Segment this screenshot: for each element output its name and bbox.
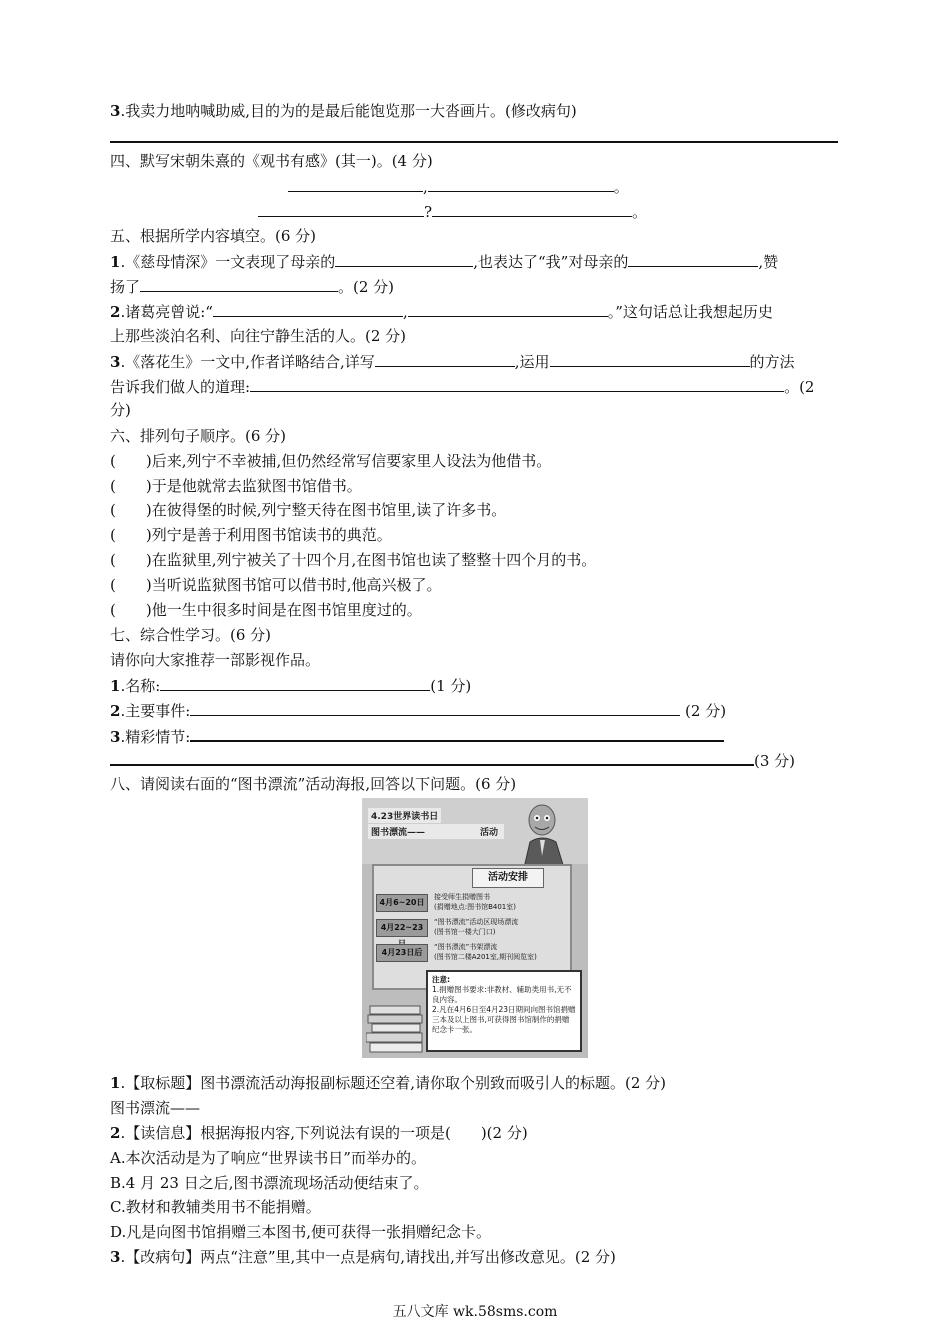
order-item[interactable]: ( )在监狱里,列宁被关了十四个月,在图书馆也读了整整十四个月的书。 [110,551,597,569]
sec7-q2: 2.主要事件: (2 分) [110,702,727,720]
blank[interactable] [258,201,424,217]
sec8-q1: 1.【取标题】图书漂流活动海报副标题还空着,请你取个别致而吸引人的标题。(2 分) [110,1074,666,1092]
order-item[interactable]: ( )在彼得堡的时候,列宁整天待在图书馆里,读了许多书。 [110,501,507,519]
blank[interactable] [190,725,724,742]
blank[interactable] [628,251,758,267]
schedule-date: 4月6~20日 [376,894,428,912]
blank[interactable] [550,351,750,367]
order-item[interactable]: ( )他一生中很多时间是在图书馆里度过的。 [110,601,422,619]
option-a[interactable]: A.本次活动是为了响应“世界读书日”而举办的。 [110,1149,426,1167]
sentence-question-3: 3.我卖力地呐喊助威,目的为的是最后能饱览那一大沓画片。(修改病句) [110,102,577,120]
sec8-q2: 2.【读信息】根据海报内容,下列说法有误的一项是( )(2 分) [110,1124,528,1142]
poem-line-2: ? 。 [258,201,647,222]
schedule-date: 4月22~23 [376,919,428,937]
schedule-row [376,917,566,939]
option-b[interactable]: B.4 月 23 日之后,图书漂流现场活动便结束了。 [110,1174,429,1192]
blank[interactable] [160,675,430,691]
poem-line-1: , 。 [288,176,629,197]
schedule-desc: “图书漂流”活动区现场漂流 (图书馆一楼大门口) [434,918,519,936]
blank[interactable] [428,176,614,192]
option-d[interactable]: D.凡是向图书馆捐赠三本图书,便可获得一张捐赠纪念卡。 [110,1223,492,1241]
sec7-q1: 1.名称: (1 分) [110,677,472,695]
blank[interactable] [375,351,515,367]
sec5-q1-line2: 扬了 。(2 分) [110,278,395,296]
sec8-q3: 3.【改病句】两点“注意”里,其中一点是病句,请找出,并写出修改意见。(2 分) [110,1248,616,1266]
blank[interactable] [190,700,680,716]
sec7-intro: 请你向大家推荐一部影视作品。 [110,651,321,669]
section-5-title: 五、根据所学内容填空。(6 分) [110,227,317,245]
schedule-row [376,892,566,914]
schedule-title: 活动安排 [472,868,544,888]
option-c[interactable]: C.教材和教辅类用书不能捐赠。 [110,1198,321,1216]
blank[interactable] [288,176,423,192]
poster-subtitle: 图书漂流—— 活动 [368,824,504,839]
sec5-q2-line1: 2.诸葛亮曾说:“ , 。”这句话总让我想起历史 [110,303,773,321]
cartoon-man-icon [510,798,580,868]
sec5-q3-line3: 分) [110,401,131,419]
schedule-row [376,942,566,964]
schedule-date: 4月23日后 [376,944,428,962]
answer-line [110,141,838,143]
order-item[interactable]: ( )列宁是善于利用图书馆读书的典范。 [110,526,392,544]
blank[interactable] [140,276,338,292]
blank[interactable] [432,201,632,217]
blank[interactable] [110,749,754,766]
section-4-title: 四、默写宋朝朱熹的《观书有感》(其一)。(4 分) [110,152,433,170]
books-stack-icon [366,998,426,1054]
section-8-title: 八、请阅读右面的“图书漂流”活动海报,回答以下问题。(6 分) [110,775,517,793]
sec7-q3-line2: (3 分) [110,749,795,771]
blank[interactable] [250,376,784,392]
schedule-desc: “图书漂流”书架漂流 (图书馆二楼A201室,期刊阅览室) [434,943,537,961]
sec7-q3: 3.精彩情节: [110,725,724,747]
blank[interactable] [335,251,473,267]
order-item[interactable]: ( )当听说监狱图书馆可以借书时,他高兴极了。 [110,576,442,594]
page-footer: 五八文库 wk.58sms.com [392,1304,558,1320]
order-item[interactable]: ( )于是他就常去监狱图书馆借书。 [110,477,362,495]
section-6-title: 六、排列句子顺序。(6 分) [110,427,287,445]
sec5-q3-line2: 告诉我们做人的道理: 。(2 [110,378,815,396]
sec5-q2-line2: 上那些淡泊名利、向往宁静生活的人。(2 分) [110,327,407,345]
poster-notice: 注意: 1.捐赠图书要求:非教材、辅助类用书,无不良内容。 2.凡在4月6日至4月23日期间向图书馆捐赠三本及以上图书,可获得图书馆制作的捐赠纪念卡一张。 [426,970,582,1052]
section-7-title: 七、综合性学习。(6 分) [110,626,272,644]
sec5-q1-line1: 1.《慈母情深》一文表现了母亲的 ,也表达了“我”对母亲的 ,赞 [110,253,779,271]
book-drift-poster [362,798,588,1058]
sec8-q1-answer[interactable]: 图书漂流—— [110,1099,201,1117]
blank[interactable] [213,301,403,317]
poster-day: 4.23世界读书日 [368,808,441,823]
sec5-q3-line1: 3.《落花生》一文中,作者详略结合,详写 ,运用 的方法 [110,353,795,371]
blank[interactable] [408,301,608,317]
schedule-desc: 接受师生捐赠图书 (捐赠地点:图书馆B401室) [434,893,516,911]
order-item[interactable]: ( )后来,列宁不幸被捕,但仍然经常写信要家里人设法为他借书。 [110,452,552,470]
